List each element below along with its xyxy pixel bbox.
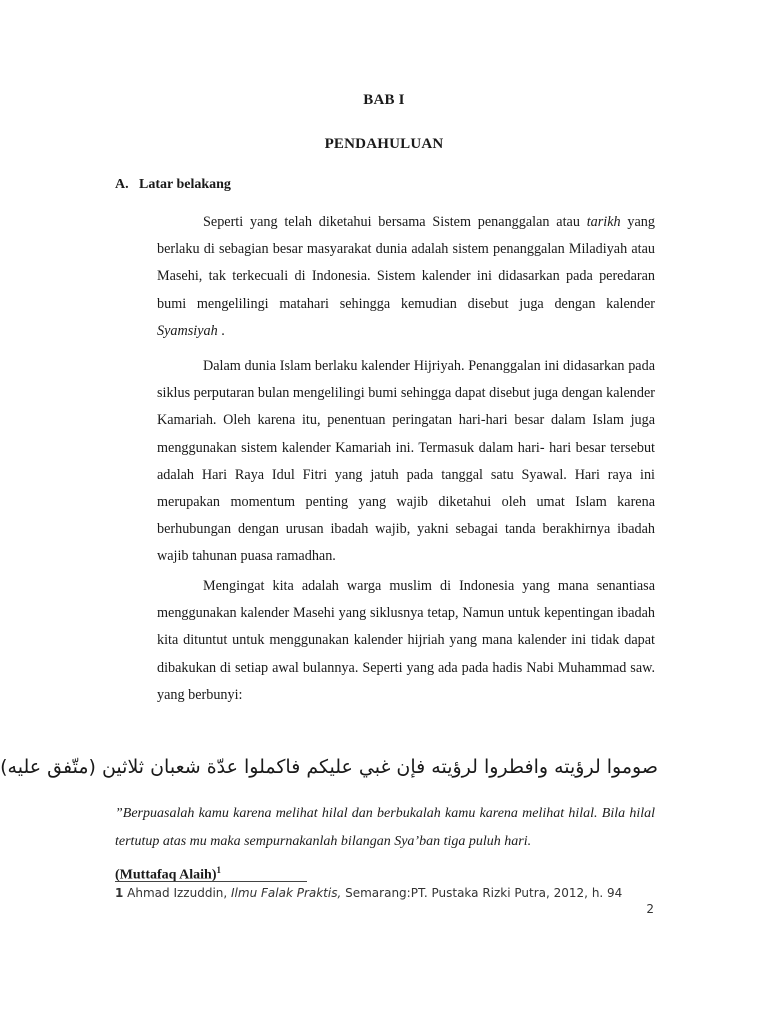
footnote-mark: 1 bbox=[115, 886, 124, 900]
term-tarikh: tarikh bbox=[586, 214, 621, 230]
footnote-divider bbox=[115, 881, 307, 882]
paragraph-1 bbox=[157, 209, 655, 345]
footnote-publication: Semarang:PT. Pustaka Rizki Putra, 2012, h. 94 bbox=[341, 886, 623, 900]
hadith-translation bbox=[115, 800, 655, 890]
chapter-number: BAB I bbox=[363, 92, 405, 108]
section-heading bbox=[115, 177, 231, 193]
paragraph-1-text-c: . bbox=[217, 322, 225, 339]
term-syamsiyah: Syamsiyah bbox=[157, 322, 218, 339]
paragraph-2: Dalam dunia Islam berlaku kalender Hijriyah. Penanggalan ini didasarkan pada siklus perputaran bulan mengelilingi bumi sehingga dapat disebut juga dengan kalender Kamariah. Oleh karena itu, penentuan peringatan hari-hari besar dalam Islam juga menggunakan sistem kalender Kamariah ini. Termasuk dalam hari- hari besar tersebut adalah Hari Raya Idul Fitri yang jatuh pada tanggal satu Syawal. Hari raya ini merupakan momentum penting yang wajib diketahui oleh umat Islam karena berhubungan dengan urusan ibadah wajib, yakni sebagai tanda berakhirnya ibadah wajib tahunan puasa ramadhan. bbox=[157, 358, 656, 565]
hadith-arabic-text: صوموا لرؤيته وافطروا لرؤيته فإن غبي عليكم فاكملوا عدّة شعبان ثلاثين (متّفق عليه) bbox=[0, 756, 658, 778]
paragraph-1-text-a: Seperti yang telah diketahui bersama Sistem penanggalan atau bbox=[203, 214, 587, 230]
footnote-book-title: Ilmu Falak Praktis, bbox=[231, 886, 342, 900]
footnote-author: Ahmad Izzuddin, bbox=[123, 886, 232, 900]
footnote bbox=[115, 884, 660, 902]
hadith-source: (Muttafaq Alaih) bbox=[115, 867, 217, 883]
footnote-reference: 1 bbox=[216, 865, 221, 875]
translation-text: ”Berpuasalah kamu karena melihat hilal dan berbukalah kamu karena melihat hilal. Bila hilal tertutup atas mu maka sempurnakanlah bilangan Sya’ban tiga puluh hari. bbox=[115, 806, 655, 849]
paragraph-3: Mengingat kita adalah warga muslim di Indonesia yang mana senantiasa menggunakan kalender Masehi yang siklusnya tetap, Namun untuk kepentingan ibadah kita dituntut untuk menggunakan kalender hijriah yang mana kalender ini tidak dapat dibakukan di setiap awal bulannya. Seperti yang ada pada hadis Nabi Muhammad saw. yang berbunyi: bbox=[157, 578, 655, 703]
chapter-title: PENDAHULUAN bbox=[324, 136, 444, 152]
paragraph-1-text-b: yang berlaku di sebagian besar masyarakat dunia adalah sistem penanggalan Miladiyah atau Masehi, tak terkecuali di Indonesia. Sistem kalender ini didasarkan pada peredaran bumi mengelilingi matahari sehingga kemudian disebut juga dengan kalender bbox=[157, 214, 655, 312]
page-number: 2 bbox=[646, 902, 654, 916]
section-number: A. bbox=[115, 177, 129, 192]
section-title: Latar belakang bbox=[139, 177, 231, 192]
